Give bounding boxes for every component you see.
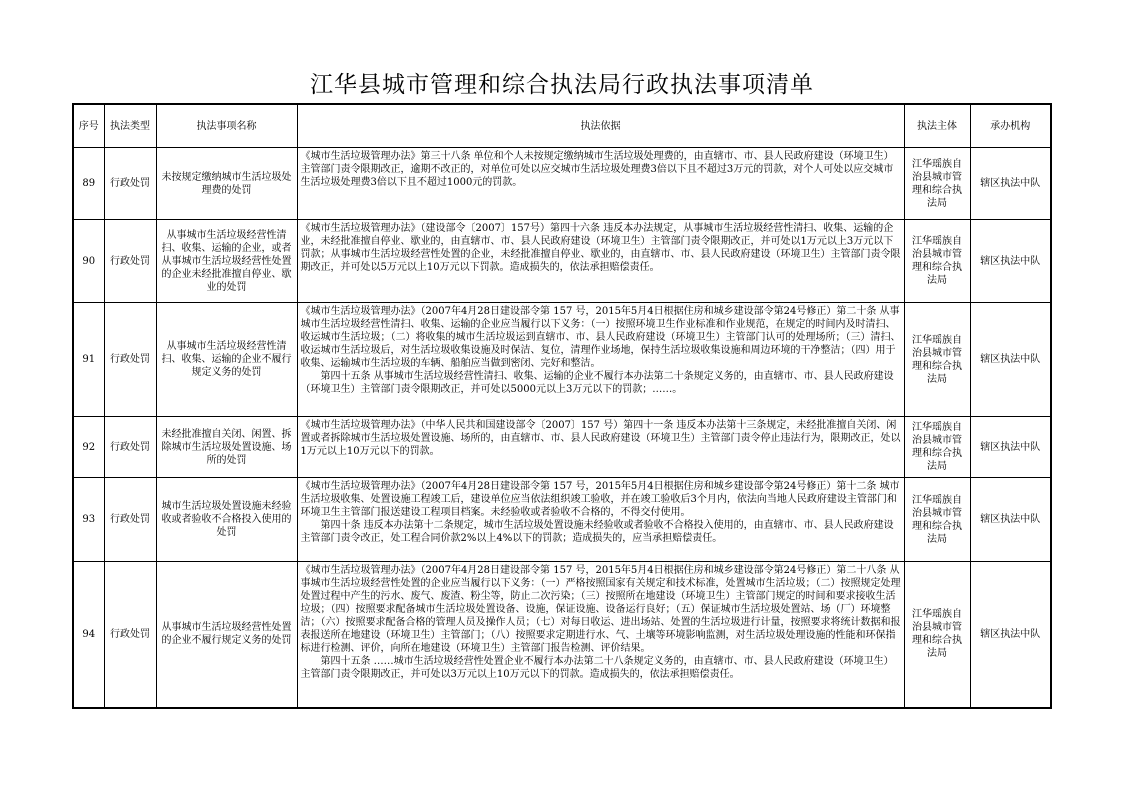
header-basis: 执法依据 [297, 104, 904, 148]
cell-name: 从事城市生活垃圾经营性清扫、收集、运输的企业不履行规定义务的处罚 [156, 303, 297, 417]
cell-seq: 91 [73, 303, 104, 417]
cell-basis [297, 478, 904, 562]
cell-type: 行政处罚 [104, 220, 156, 303]
cell-name: 未按规定缴纳城市生活垃圾处理费的处罚 [156, 148, 297, 220]
basis-paragraph: 《城市生活垃圾管理办法》第三十八条 单位和个人未按规定缴纳城市生活垃圾处理费的，由直辖市、市、县人民政府建设（环境卫生）主管部门责令限期改正，逾期不改正的，对单位可处以应交城市生活垃圾处理费3倍以下且不超过3万元的罚款，对个人可处以应交城市生活垃圾处理费3倍以下且不超过1000元的罚款。 [300, 151, 894, 188]
header-type: 执法类型 [104, 104, 156, 148]
table-row [73, 148, 1051, 220]
basis-paragraph: 《城市生活垃圾管理办法》（建设部令〔2007〕157号）第四十六条 违反本办法规定，从事城市生活垃圾经营性清扫、收集、运输的企业，未经批准擅自停业、歇业的，由直辖市、市、县人民政府建设（环境卫生）主管部门责令限期改正，并可处以1万元以上3万元以下罚款；从事城市生活垃圾经营性处置的企业，未经批准擅自停业、歇业的，由直辖市、市、县人民政府建设（环境卫生）主管部门责令限期改正，并可处以5万元以上10万元以下罚款。造成损失的，依法承担赔偿责任。 [300, 223, 901, 273]
cell-type: 行政处罚 [104, 562, 156, 708]
cell-org: 辖区执法中队 [970, 303, 1051, 417]
cell-seq: 94 [73, 562, 104, 708]
basis-paragraph: 第四十五条 从事城市生活垃圾经营性清扫、收集、运输的企业不履行本办法第二十条规定义务的，由直辖市、市、县人民政府建设（环境卫生）主管部门责令限期改正，并可处以5000元以上3万元以下的罚款；……。 [300, 371, 894, 395]
cell-basis [297, 220, 904, 303]
table-row [73, 562, 1051, 708]
cell-type: 行政处罚 [104, 148, 156, 220]
cell-subject: 江华瑶族自治县城市管理和综合执法局 [904, 303, 970, 417]
cell-seq: 93 [73, 478, 104, 562]
table-row [73, 478, 1051, 562]
page-title: 江华县城市管理和综合执法局行政执法事项清单 [310, 72, 814, 98]
basis-paragraph: 第四十条 违反本办法第十二条规定，城市生活垃圾处置设施未经验收或者验收不合格投入使用的，由直辖市、市、县人民政府建设主管部门责令改正，处工程合同价款2%以上4%以下的罚款；造成损失的，应当承担赔偿责任。 [300, 520, 894, 544]
header-org: 承办机构 [970, 104, 1051, 148]
cell-basis [297, 562, 904, 708]
cell-subject: 江华瑶族自治县城市管理和综合执法局 [904, 148, 970, 220]
cell-basis [297, 148, 904, 220]
cell-org: 辖区执法中队 [970, 220, 1051, 303]
cell-subject: 江华瑶族自治县城市管理和综合执法局 [904, 417, 970, 478]
cell-seq: 92 [73, 417, 104, 478]
cell-basis [297, 417, 904, 478]
header-subject: 执法主体 [904, 104, 970, 148]
cell-name: 城市生活垃圾处置设施未经验收或者验收不合格投入使用的处罚 [156, 478, 297, 562]
cell-name: 从事城市生活垃圾经营性清扫、收集、运输的企业，或者从事城市生活垃圾经营性处置的企业未经批准擅自停业、歇业的处罚 [156, 220, 297, 303]
cell-org: 辖区执法中队 [970, 478, 1051, 562]
cell-name: 从事城市生活垃圾经营性处置的企业不履行规定义务的处罚 [156, 562, 297, 708]
basis-paragraph: 《城市生活垃圾管理办法》（2007年4月28日建设部令第 157 号，2015年5月4日根据住房和城乡建设部令第24号修正）第二十八条 从事城市生活垃圾经营性处置的企业应当履行以下义务：（一）严格按照国家有关规定和技术标准，处置城市生活垃圾；（二）按照规定处理处置过程中产生的污水、废气、废渣、粉尘等，防止二次污染；（三）按照所在地建设（环境卫生）主管部门规定的时间和要求接收生活垃圾；（四）按照要求配备城市生活垃圾处置设备、设施，保证设施、设备运行良好；（五）保证城市生活垃圾处置站、场（厂）环境整洁；（六）按照要求配备合格的管理人员及操作人员；（七）对每日收运、进出场站、处置的生活垃圾进行计量，按照要求将统计数据和报表报送所在地建设（环境卫生）主管部门；（八）按照要求定期进行水、气、土壤等环境影响监测，对生活垃圾处理设施的性能和环保指标进行检测、评价，向所在地建设（环境卫生）主管部门报告检测、评价结果。 [300, 565, 901, 654]
cell-type: 行政处罚 [104, 417, 156, 478]
basis-paragraph: 第四十五条 ……城市生活垃圾经营性处置企业不履行本办法第二十八条规定义务的，由直辖市、市、县人民政府建设（环境卫生）主管部门责令限期改正，并可处以3万元以上10万元以下的罚款。造成损失的，依法承担赔偿责任。 [300, 656, 894, 680]
cell-seq: 90 [73, 220, 104, 303]
enforcement-table [72, 103, 1052, 709]
cell-subject: 江华瑶族自治县城市管理和综合执法局 [904, 478, 970, 562]
cell-subject: 江华瑶族自治县城市管理和综合执法局 [904, 220, 970, 303]
basis-paragraph: 《城市生活垃圾管理办法》（2007年4月28日建设部令第 157 号，2015年5月4日根据住房和城乡建设部令第24号修正）第二十条 从事城市生活垃圾经营性清扫、收集、运输的企业应当履行以下义务：（一）按照环境卫生作业标准和作业规范，在规定的时间内及时清扫、收运城市生活垃圾；（二）将收集的城市生活垃圾运到直辖市、市、县人民政府建设（环境卫生）主管部门认可的处理场所；（三）清扫、收运城市生活垃圾后，对生活垃圾收集设施及时保洁、复位，清理作业场地，保持生活垃圾收集设施和周边环境的干净整洁；（四）用于收集、运输城市生活垃圾的车辆、船舶应当做到密闭、完好和整洁。 [300, 306, 901, 369]
table-row [73, 220, 1051, 303]
table-row [73, 303, 1051, 417]
header-name: 执法事项名称 [156, 104, 297, 148]
cell-org: 辖区执法中队 [970, 417, 1051, 478]
cell-name: 未经批准擅自关闭、闲置、拆除城市生活垃圾处置设施、场所的处罚 [156, 417, 297, 478]
cell-org: 辖区执法中队 [970, 148, 1051, 220]
cell-org: 辖区执法中队 [970, 562, 1051, 708]
table-row [73, 417, 1051, 478]
cell-seq: 89 [73, 148, 104, 220]
cell-type: 行政处罚 [104, 303, 156, 417]
header-seq: 序号 [73, 104, 104, 148]
header-row [73, 104, 1051, 148]
basis-paragraph: 《城市生活垃圾管理办法》（2007年4月28日建设部令第 157 号，2015年5月4日根据住房和城乡建设部令第24号修正）第十二条 城市生活垃圾收集、处置设施工程竣工后，建设单位应当依法组织竣工验收，并在竣工验收后3个月内，依法向当地人民政府建设主管部门和环境卫生主管部门报送建设工程项目档案。未经验收或者验收不合格的，不得交付使用。 [300, 481, 900, 518]
cell-basis [297, 303, 904, 417]
cell-subject: 江华瑶族自治县城市管理和综合执法局 [904, 562, 970, 708]
basis-paragraph: 《城市生活垃圾管理办法》（中华人民共和国建设部令〔2007〕157 号）第四十一条 违反本办法第十三条规定，未经批准擅自关闭、闲置或者拆除城市生活垃圾处置设施、场所的，由直辖市、市、县人民政府建设（环境卫生）主管部门责令停止违法行为，限期改正，处以1万元以上10万元以下的罚款。 [300, 420, 901, 457]
cell-type: 行政处罚 [104, 478, 156, 562]
